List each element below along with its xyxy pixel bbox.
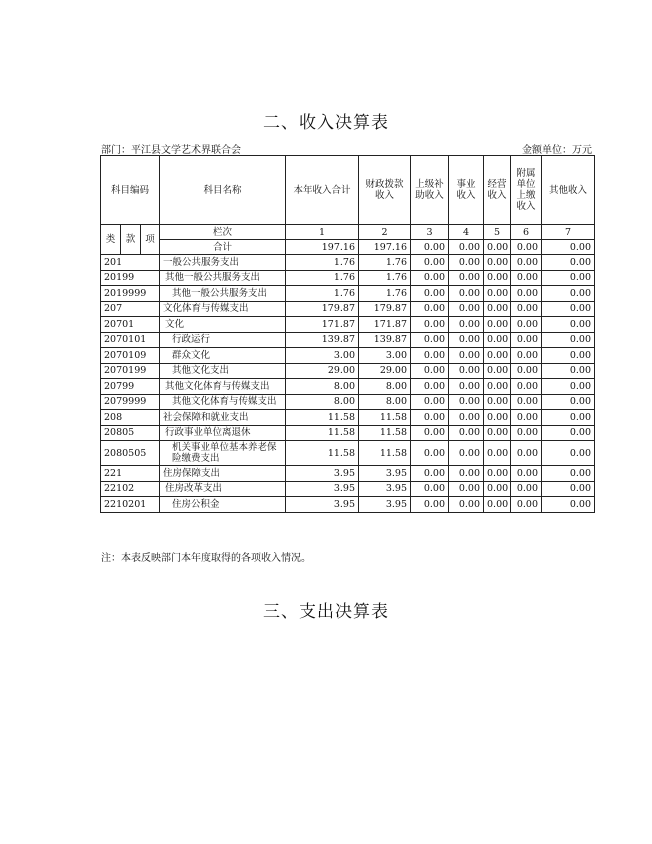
lanci-label: 栏次 — [160, 225, 286, 240]
amount-cell: 0.00 — [449, 317, 484, 333]
amount-cell: 0.00 — [484, 425, 511, 441]
header-kuan: 款 — [121, 225, 141, 255]
amount-cell: 0.00 — [411, 394, 449, 410]
subject-code: 2070109 — [101, 348, 160, 364]
subject-code: 208 — [101, 410, 160, 426]
subject-code: 2210201 — [101, 497, 160, 513]
amount-cell: 0.00 — [411, 481, 449, 497]
subject-name: 其他一般公共服务支出 — [160, 270, 286, 286]
amount-cell: 0.00 — [449, 270, 484, 286]
amount-cell: 1.76 — [286, 255, 359, 271]
amount-cell: 0.00 — [484, 348, 511, 364]
amount-cell: 0.00 — [542, 286, 595, 302]
unit-label: 金额单位：万元 — [522, 145, 592, 156]
amount-cell: 0.00 — [542, 332, 595, 348]
amount-cell: 0.00 — [449, 410, 484, 426]
amount-cell: 0.00 — [542, 363, 595, 379]
table-row — [101, 363, 595, 379]
amount-cell: 0.00 — [511, 286, 542, 302]
amount-cell: 0.00 — [411, 410, 449, 426]
amount-cell: 179.87 — [359, 301, 411, 317]
amount-cell: 1.76 — [359, 270, 411, 286]
total-value: 197.16 — [359, 240, 411, 255]
amount-cell: 0.00 — [511, 481, 542, 497]
amount-cell: 0.00 — [411, 441, 449, 466]
amount-cell: 0.00 — [511, 410, 542, 426]
subject-name: 文化 — [160, 317, 286, 333]
amount-cell: 139.87 — [286, 332, 359, 348]
amount-cell: 0.00 — [484, 466, 511, 482]
amount-cell: 0.00 — [484, 441, 511, 466]
amount-cell: 0.00 — [511, 379, 542, 395]
amount-cell: 1.76 — [286, 286, 359, 302]
amount-cell: 8.00 — [359, 379, 411, 395]
subject-code: 22102 — [101, 481, 160, 497]
amount-cell: 0.00 — [484, 332, 511, 348]
amount-cell: 11.58 — [359, 441, 411, 466]
subject-name: 文化体育与传媒支出 — [160, 301, 286, 317]
amount-cell: 0.00 — [484, 481, 511, 497]
amount-cell: 0.00 — [449, 255, 484, 271]
amount-cell: 171.87 — [359, 317, 411, 333]
amount-cell: 0.00 — [542, 255, 595, 271]
column-number-row — [101, 225, 595, 240]
subject-code: 2019999 — [101, 286, 160, 302]
amount-cell: 0.00 — [411, 255, 449, 271]
amount-cell: 0.00 — [484, 410, 511, 426]
amount-cell: 0.00 — [511, 317, 542, 333]
amount-cell: 0.00 — [449, 441, 484, 466]
amount-cell: 0.00 — [449, 332, 484, 348]
amount-cell: 0.00 — [411, 317, 449, 333]
subject-name: 一般公共服务支出 — [160, 255, 286, 271]
amount-cell: 0.00 — [542, 348, 595, 364]
amount-cell: 0.00 — [484, 379, 511, 395]
amount-cell: 0.00 — [511, 497, 542, 513]
amount-cell: 0.00 — [511, 425, 542, 441]
amount-cell: 179.87 — [286, 301, 359, 317]
income-table — [100, 155, 595, 513]
total-value: 0.00 — [542, 240, 595, 255]
subject-code: 20805 — [101, 425, 160, 441]
subject-code: 20799 — [101, 379, 160, 395]
amount-cell: 0.00 — [484, 497, 511, 513]
amount-cell: 0.00 — [411, 270, 449, 286]
header-other: 其他收入 — [542, 156, 595, 225]
amount-cell: 0.00 — [449, 348, 484, 364]
column-number: 6 — [511, 225, 542, 240]
amount-cell: 3.95 — [286, 481, 359, 497]
amount-cell: 3.95 — [359, 497, 411, 513]
header-xiang: 项 — [141, 225, 160, 255]
total-row — [101, 240, 595, 255]
table-row — [101, 425, 595, 441]
subject-name: 其他一般公共服务支出 — [160, 286, 286, 302]
total-value: 0.00 — [449, 240, 484, 255]
table-row — [101, 332, 595, 348]
header-fiscal: 财政拨款收入 — [359, 156, 411, 225]
total-label: 合计 — [160, 240, 286, 255]
table-row — [101, 301, 595, 317]
amount-cell: 0.00 — [511, 332, 542, 348]
table-row — [101, 394, 595, 410]
column-number: 1 — [286, 225, 359, 240]
amount-cell: 0.00 — [449, 466, 484, 482]
table-row — [101, 441, 595, 466]
header-row — [101, 156, 595, 225]
table-row — [101, 255, 595, 271]
amount-cell: 0.00 — [449, 301, 484, 317]
amount-cell: 0.00 — [511, 255, 542, 271]
subject-name: 住房改革支出 — [160, 481, 286, 497]
amount-cell: 171.87 — [286, 317, 359, 333]
header-name: 科目名称 — [160, 156, 286, 225]
amount-cell: 0.00 — [542, 441, 595, 466]
amount-cell: 0.00 — [484, 286, 511, 302]
amount-cell: 0.00 — [484, 317, 511, 333]
amount-cell: 0.00 — [411, 497, 449, 513]
subject-name: 住房公积金 — [160, 497, 286, 513]
amount-cell: 0.00 — [542, 466, 595, 482]
amount-cell: 0.00 — [484, 301, 511, 317]
table-row — [101, 466, 595, 482]
amount-cell: 1.76 — [286, 270, 359, 286]
amount-cell: 0.00 — [511, 394, 542, 410]
amount-cell: 0.00 — [511, 441, 542, 466]
subject-code: 2079999 — [101, 394, 160, 410]
subject-code: 2070101 — [101, 332, 160, 348]
column-number: 5 — [484, 225, 511, 240]
amount-cell: 0.00 — [484, 255, 511, 271]
subject-name: 其他文化体育与传媒支出 — [160, 379, 286, 395]
table-row — [101, 410, 595, 426]
amount-cell: 0.00 — [484, 363, 511, 379]
amount-cell: 0.00 — [411, 379, 449, 395]
header-lei: 类 — [101, 225, 121, 255]
subject-code: 2070199 — [101, 363, 160, 379]
amount-cell: 0.00 — [411, 466, 449, 482]
amount-cell: 0.00 — [542, 481, 595, 497]
amount-cell: 0.00 — [449, 363, 484, 379]
amount-cell: 3.95 — [286, 466, 359, 482]
amount-cell: 11.58 — [286, 441, 359, 466]
header-code: 科目编码 — [101, 156, 160, 225]
amount-cell: 0.00 — [542, 497, 595, 513]
amount-cell: 0.00 — [511, 363, 542, 379]
amount-cell: 0.00 — [449, 379, 484, 395]
amount-cell: 0.00 — [542, 410, 595, 426]
amount-cell: 0.00 — [542, 317, 595, 333]
amount-cell: 29.00 — [286, 363, 359, 379]
column-number: 3 — [411, 225, 449, 240]
amount-cell: 0.00 — [449, 497, 484, 513]
amount-cell: 11.58 — [286, 425, 359, 441]
subject-name: 行政运行 — [160, 332, 286, 348]
page-title: 二、收入决算表 — [263, 113, 389, 133]
amount-cell: 0.00 — [542, 394, 595, 410]
amount-cell: 1.76 — [359, 255, 411, 271]
table-note: 注：本表反映部门本年度取得的各项收入情况。 — [101, 553, 311, 564]
total-value: 0.00 — [511, 240, 542, 255]
subject-code: 207 — [101, 301, 160, 317]
header-business: 事业收入 — [449, 156, 484, 225]
amount-cell: 0.00 — [449, 481, 484, 497]
subject-name: 群众文化 — [160, 348, 286, 364]
subject-name: 行政事业单位离退休 — [160, 425, 286, 441]
amount-cell: 3.95 — [359, 481, 411, 497]
amount-cell: 0.00 — [511, 348, 542, 364]
amount-cell: 8.00 — [286, 379, 359, 395]
subject-code: 20701 — [101, 317, 160, 333]
amount-cell: 0.00 — [411, 286, 449, 302]
amount-cell: 11.58 — [359, 425, 411, 441]
total-value: 0.00 — [484, 240, 511, 255]
amount-cell: 0.00 — [411, 425, 449, 441]
amount-cell: 8.00 — [286, 394, 359, 410]
table-row — [101, 497, 595, 513]
table-row — [101, 481, 595, 497]
subject-name: 其他文化体育与传媒支出 — [160, 394, 286, 410]
amount-cell: 29.00 — [359, 363, 411, 379]
column-number: 4 — [449, 225, 484, 240]
subject-code: 2080505 — [101, 441, 160, 466]
amount-cell: 3.95 — [359, 466, 411, 482]
amount-cell: 0.00 — [542, 379, 595, 395]
next-section-title: 三、支出决算表 — [263, 602, 389, 622]
amount-cell: 139.87 — [359, 332, 411, 348]
header-affiliated: 附属单位上缴收入 — [511, 156, 542, 225]
table-row — [101, 379, 595, 395]
subject-name: 其他文化支出 — [160, 363, 286, 379]
subject-code: 20199 — [101, 270, 160, 286]
amount-cell: 0.00 — [411, 348, 449, 364]
amount-cell: 3.00 — [286, 348, 359, 364]
amount-cell: 0.00 — [542, 425, 595, 441]
subject-name: 住房保障支出 — [160, 466, 286, 482]
amount-cell: 0.00 — [411, 332, 449, 348]
total-value: 197.16 — [286, 240, 359, 255]
amount-cell: 8.00 — [359, 394, 411, 410]
subject-code: 201 — [101, 255, 160, 271]
amount-cell: 0.00 — [542, 270, 595, 286]
header-superior: 上级补助收入 — [411, 156, 449, 225]
column-number: 2 — [359, 225, 411, 240]
amount-cell: 0.00 — [511, 270, 542, 286]
table-row — [101, 270, 595, 286]
amount-cell: 1.76 — [359, 286, 411, 302]
subject-code: 221 — [101, 466, 160, 482]
amount-cell: 3.00 — [359, 348, 411, 364]
subject-name: 社会保障和就业支出 — [160, 410, 286, 426]
amount-cell: 0.00 — [449, 286, 484, 302]
amount-cell: 0.00 — [411, 301, 449, 317]
department-label: 部门：平江县文学艺术界联合会 — [101, 145, 241, 156]
subject-name: 机关事业单位基本养老保险缴费支出 — [160, 441, 286, 466]
amount-cell: 3.95 — [286, 497, 359, 513]
amount-cell: 0.00 — [449, 425, 484, 441]
amount-cell: 0.00 — [484, 394, 511, 410]
amount-cell: 11.58 — [286, 410, 359, 426]
table-row — [101, 317, 595, 333]
total-value: 0.00 — [411, 240, 449, 255]
amount-cell: 0.00 — [484, 270, 511, 286]
header-total: 本年收入合计 — [286, 156, 359, 225]
amount-cell: 0.00 — [511, 301, 542, 317]
amount-cell: 0.00 — [411, 363, 449, 379]
table-row — [101, 348, 595, 364]
amount-cell: 11.58 — [359, 410, 411, 426]
amount-cell: 0.00 — [511, 466, 542, 482]
column-number: 7 — [542, 225, 595, 240]
header-operating: 经营收入 — [484, 156, 511, 225]
amount-cell: 0.00 — [449, 394, 484, 410]
table-row — [101, 286, 595, 302]
amount-cell: 0.00 — [542, 301, 595, 317]
